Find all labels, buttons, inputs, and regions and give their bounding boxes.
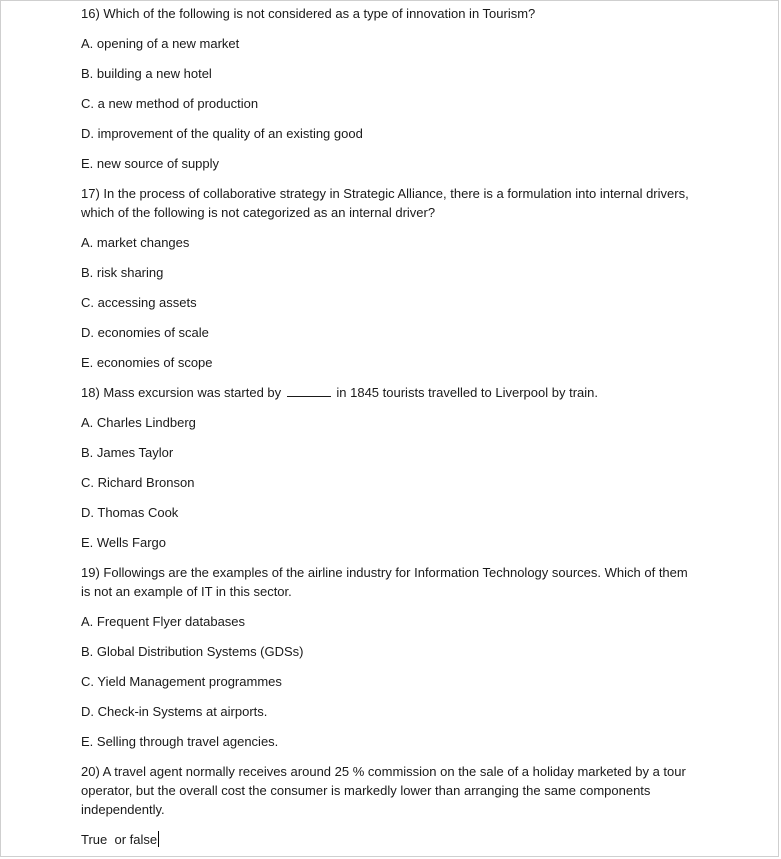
option-19-b: B. Global Distribution Systems (GDSs) [81,644,304,659]
option-18-c: C. Richard Bronson [81,475,195,490]
option-19-c: C. Yield Management programmes [81,674,282,689]
question-20: 20) A travel agent normally receives around 25 % commission on the sale of a holiday marketed by a tour operator, but the overall cost the consumer is markedly lower than arranging the same components independently. [81,764,686,817]
option-18-e: E. Wells Fargo [81,535,167,550]
option-18-a: A. Charles Lindberg [81,415,196,430]
question-18-text-before: 18) Mass excursion was started by [81,385,282,400]
option-16-d: D. improvement of the quality of an existing good [81,126,363,141]
answer-line[interactable] [81,830,691,849]
option-17-b: B. risk sharing [81,265,164,280]
option-17-d: D. economies of scale [81,325,209,340]
option-17-e: E. economies of scope [81,355,213,370]
option-17-c: C. accessing assets [81,295,197,310]
option-16-a: A. opening of a new market [81,36,240,51]
option-18-b: B. James Taylor [81,445,174,460]
option-17-a: A. market changes [81,235,190,250]
option-16-b: B. building a new hotel [81,66,212,81]
option-16-c: C. a new method of production [81,96,259,111]
question-18-text-after: in 1845 tourists travelled to Liverpool by train. [336,385,598,400]
text-cursor [158,831,159,847]
document-body[interactable] [81,4,691,849]
fill-in-blank [287,384,331,397]
question-19: 19) Followings are the examples of the airline industry for Information Technology sources. Which of them is not an example of IT in this sector. [81,565,688,599]
question-16: 16) Which of the following is not considered as a type of innovation in Tourism? [81,6,536,21]
option-19-d: D. Check-in Systems at airports. [81,704,268,719]
option-16-e: E. new source of supply [81,156,220,171]
true-or-false-answer: True or false [81,832,158,847]
question-18 [81,383,691,402]
option-18-d: D. Thomas Cook [81,505,179,520]
question-17: 17) In the process of collaborative strategy in Strategic Alliance, there is a formulation into internal drivers, which of the following is not categorized as an internal driver? [81,186,689,220]
option-19-e: E. Selling through travel agencies. [81,734,279,749]
option-19-a: A. Frequent Flyer databases [81,614,246,629]
